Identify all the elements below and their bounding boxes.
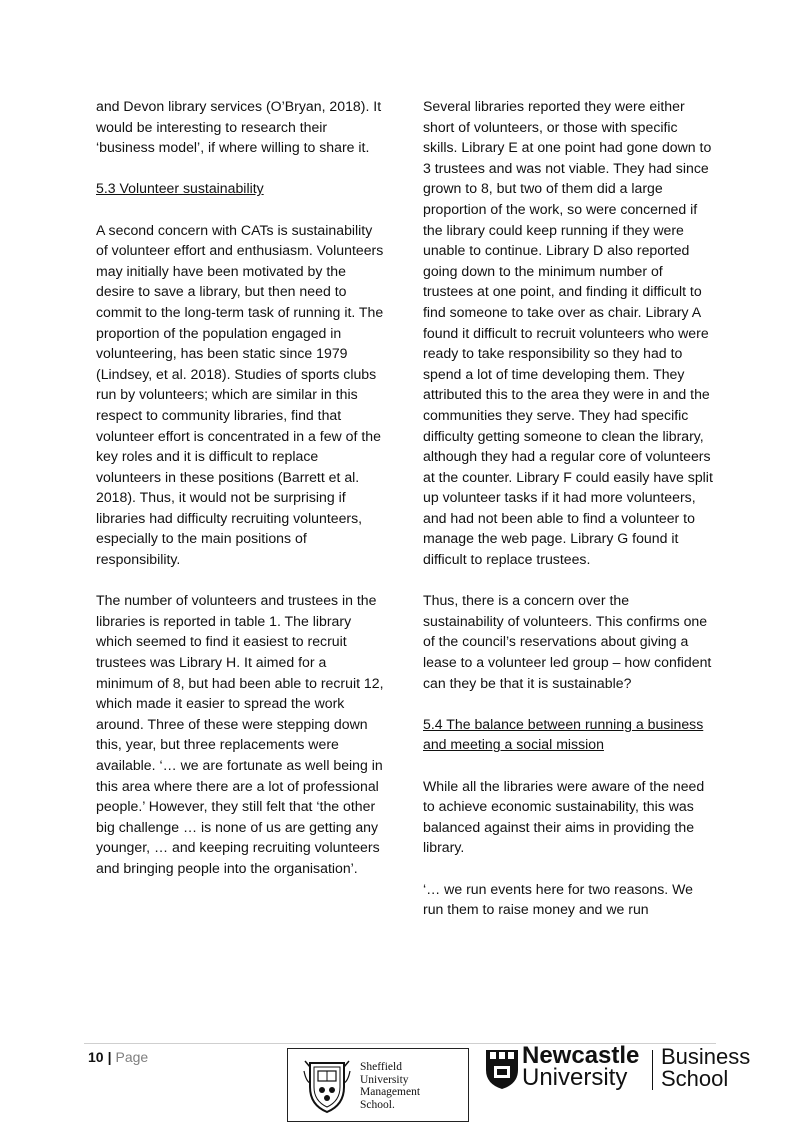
newcastle-logo-subtitle [661, 1046, 750, 1090]
section-heading: 5.4 The balance between running a business and meeting a social mission [423, 715, 704, 753]
page-number-value: 10 [88, 1049, 104, 1065]
sheffield-logo-line: University [360, 1073, 409, 1086]
sheffield-management-school-logo [287, 1048, 469, 1122]
page-number-separator: | [107, 1049, 112, 1065]
paragraph: The number of volunteers and trustees in the libraries is reported in table 1. The library which seemed to find it easiest to recruit trustees was Library H. It aimed for a minimum of 8, but had been able to recruit 12, which made it easier to spread the work around. Three of these were stepping down this, year, but three replacements were available. ‘… we are fortunate as well being in this area where there are a lot of professional people.’ However, they still felt that ‘the other big challenge … is none of us are getting any younger, … and keeping recruiting volunteers and bringing people into the organisation’. [96, 592, 384, 876]
logo-divider [652, 1050, 653, 1090]
sheffield-logo-line: School. [360, 1098, 395, 1111]
page-label: Page [115, 1049, 149, 1065]
newcastle-logo-sub-line: School [661, 1066, 729, 1091]
newcastle-logo-line: Newcastle [522, 1042, 640, 1069]
newcastle-business-school-logo [484, 1042, 756, 1094]
paragraph: Thus, there is a concern over the sustainability of volunteers. This confirms one of the council’s reservations about giving a lease to a volunteer led group – how confident can they be that it is sustainable? [423, 592, 712, 691]
sheffield-logo-text [360, 1061, 420, 1111]
newcastle-logo-line: University [522, 1064, 628, 1091]
newcastle-crest-icon [484, 1048, 520, 1090]
left-column [96, 96, 386, 899]
paragraph: While all the libraries were aware of the need to achieve economic sustainability, this was balanced against their aims in providing the library. [423, 777, 705, 856]
newcastle-logo-sub-line: Business [661, 1044, 751, 1069]
sheffield-logo-line: Sheffield [360, 1061, 402, 1073]
right-column [423, 96, 713, 940]
paragraph: A second concern with CATs is sustainability of volunteer effort and enthusiasm. Volunteers may initially have been motivated by the desire to save a library, but then need to commit to the long-term task of running it. The proportion of the population engaged in volunteering, has been static since 1979 (Lindsey, et al. 2018). Studies of sports clubs run by volunteers; which are similar in this respect to community libraries, find that volunteer effort is concentrated in a few of the key roles and it is difficult to replace volunteers in these positions (Barrett et al. 2018). Thus, it would not be surprising if libraries had difficulty recruiting volunteers, especially to the main positions of responsibility. [96, 221, 384, 568]
section-heading: 5.3 Volunteer sustainability [96, 180, 264, 197]
paragraph: and Devon library services (O’Bryan, 2018). It would be interesting to research their ‘business model’, if where willing to share it. [96, 98, 382, 156]
sheffield-crest-icon [302, 1057, 352, 1115]
sheffield-logo-line: Management [360, 1086, 421, 1098]
paragraph: Several libraries reported they were either short of volunteers, or those with specific skills. Library E at one point had gone down to 3 trustees and was not viable. They had since grown to 8, but two of them did a large proportion of the work, so were concerned if the library could keep running if they were unable to continue. Library D also reported going down to the minimum number of trustees at one point, and finding it difficult to find someone to take over as chair. Library A found it difficult to recruit volunteers who were ready to take responsibility so they had to spend a lot of time developing them. They attributed this to the area they were in and the communities they serve. They had specific difficulty getting someone to clean the library, although they had a regular core of volunteers at the counter. Library F could easily have split up volunteer tasks if it had more volunteers, and had not been able to find a volunteer to manage the web page. Library G found it difficult to replace trustees. [423, 98, 713, 568]
paragraph: ‘… we run events here for two reasons. We run them to raise money and we run [423, 880, 693, 918]
page-number [88, 1048, 148, 1066]
newcastle-logo-name [522, 1042, 640, 1091]
